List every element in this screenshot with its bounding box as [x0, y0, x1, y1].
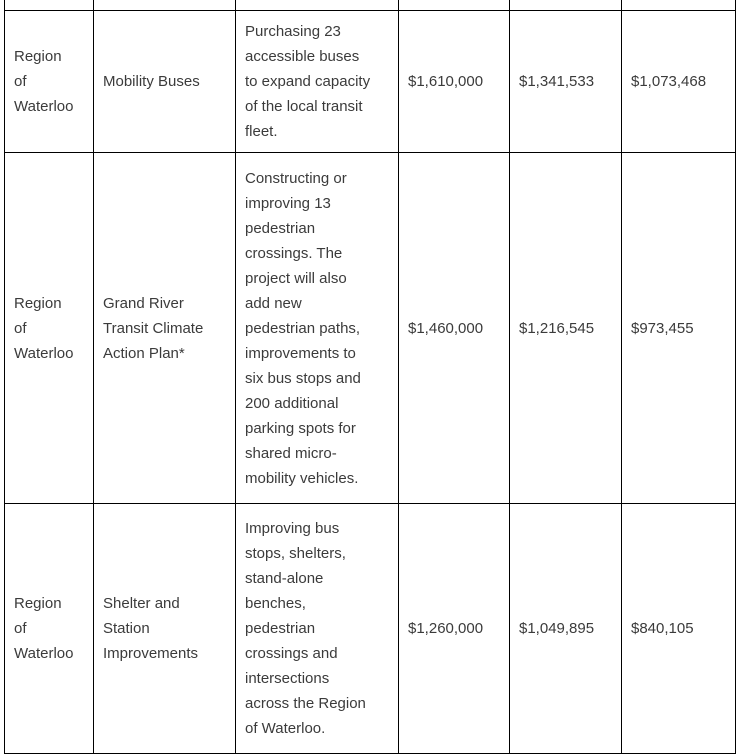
cut-off-row [5, 0, 736, 11]
table-row [5, 11, 736, 153]
project-name-text: Mobility Buses [103, 73, 200, 90]
description-text: Improving bus stops, shelters, stand-alone benches, pedestrian crossings and intersections across the Region of Waterloo. [245, 520, 366, 737]
amount-text: $973,455 [631, 319, 694, 337]
cut-cell [622, 0, 736, 11]
cell-amount-2 [510, 11, 622, 153]
cut-cell [236, 0, 399, 11]
project-name-text: Grand River Transit Climate Action Plan* [103, 294, 204, 362]
cell-amount-2 [510, 504, 622, 754]
cut-cell [510, 0, 622, 11]
cell-recipient [5, 153, 94, 504]
recipient-text: Region of Waterloo [14, 294, 74, 362]
cell-amount-1 [399, 153, 510, 504]
recipient-text: Region of Waterloo [14, 595, 74, 662]
recipient-text: Region of Waterloo [14, 48, 74, 115]
amount-text: $1,341,533 [519, 73, 595, 90]
project-name-text: Shelter and Station Improvements [103, 595, 199, 662]
description-text: Purchasing 23 accessible buses to expand capacity of the local transit fleet. [245, 23, 371, 140]
funding-table [4, 0, 736, 754]
cell-amount-2 [510, 153, 622, 504]
table-row [5, 153, 736, 504]
cell-recipient [5, 11, 94, 153]
cell-amount-3 [622, 504, 736, 754]
cell-project-name [94, 504, 236, 754]
cell-recipient [5, 504, 94, 754]
amount-text: $1,460,000 [408, 319, 484, 337]
cell-amount-3 [622, 11, 736, 153]
amount-text: $1,610,000 [408, 73, 484, 90]
cell-project-name [94, 153, 236, 504]
cut-cell [5, 0, 94, 11]
cell-amount-3 [622, 153, 736, 504]
amount-text: $1,216,545 [519, 319, 595, 337]
cut-cell [94, 0, 236, 11]
amount-text: $1,073,468 [631, 73, 707, 90]
description-text: Constructing or improving 13 pedestrian crossings. The project will also add new pedestrian paths, improvements to six bus stops and 200 additional parking spots for shared micro-mobility vehicles. [245, 169, 361, 487]
cell-description [236, 504, 399, 754]
amount-text: $1,049,895 [519, 620, 595, 637]
amount-text: $1,260,000 [408, 620, 484, 637]
table-row [5, 504, 736, 754]
cell-amount-1 [399, 504, 510, 754]
cell-description [236, 11, 399, 153]
cell-amount-1 [399, 11, 510, 153]
cell-project-name [94, 11, 236, 153]
amount-text: $840,105 [631, 620, 694, 637]
cut-cell [399, 0, 510, 11]
cell-description [236, 153, 399, 504]
